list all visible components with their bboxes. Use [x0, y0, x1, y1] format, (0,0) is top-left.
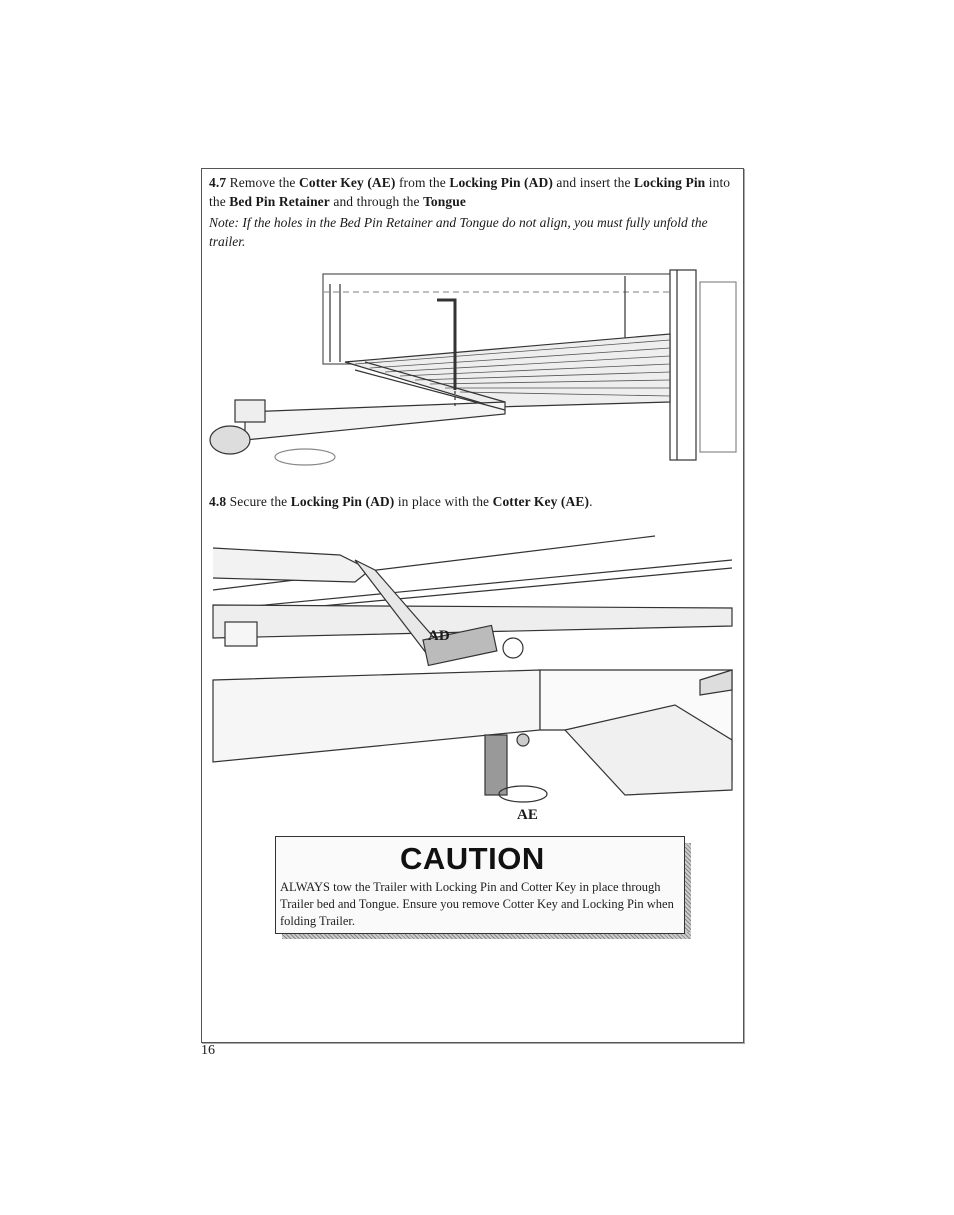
caution-box	[275, 836, 685, 934]
caution-title: CAUTION	[400, 841, 545, 876]
callout-ae: AE	[517, 807, 538, 823]
step-4-7-text: 4.7 Remove the Cotter Key (AE) from the Locking Pin (AD) and insert the Locking Pin into the Bed Pin Retainer and through the Tongue	[209, 175, 731, 209]
note-label: Note:	[209, 215, 239, 230]
figure-locking-pin-insert	[205, 262, 741, 470]
note-text: If the holes in the Bed Pin Retainer and Tongue do not align, you must fully unfold the trailer.	[209, 215, 708, 249]
page-number: 16	[201, 1043, 215, 1058]
step-number: 4.7	[209, 175, 227, 190]
figure-cotter-key-secure	[205, 530, 737, 820]
step-4-8-text: 4.8 Secure the Locking Pin (AD) in place with the Cotter Key (AE).	[209, 494, 593, 509]
callout-ad: AD	[428, 628, 450, 644]
caution-text: ALWAYS tow the Trailer with Locking Pin and Cotter Key in place through Trailer bed and Tongue. Ensure you remove Cotter Key and Locking Pin when folding Trailer.	[280, 880, 674, 928]
note	[209, 213, 729, 251]
